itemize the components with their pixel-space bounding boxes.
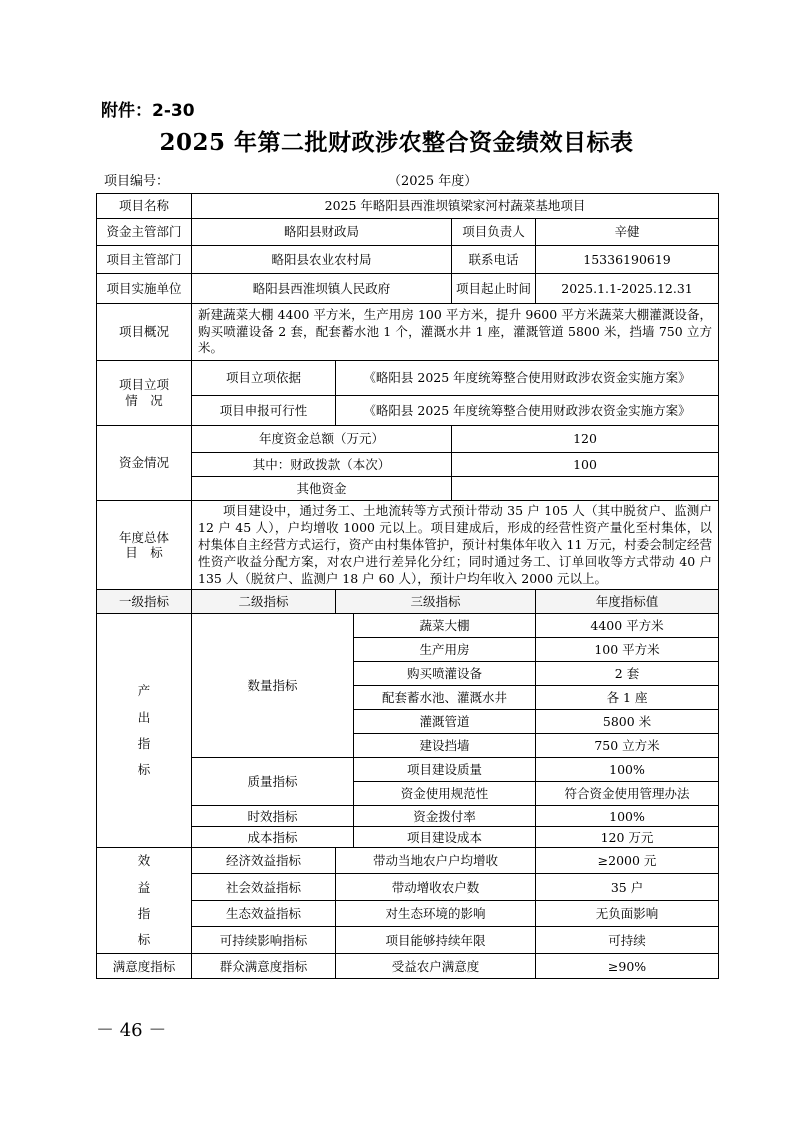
satisfaction-name: 受益农户满意度	[336, 954, 536, 979]
table-row	[97, 614, 719, 638]
document-title: 2025 年第二批财政涉农整合资金绩效目标表	[159, 129, 634, 156]
fund-fiscal-value: 100	[452, 453, 719, 477]
goal-label	[97, 501, 192, 590]
level3-name: 蔬菜大棚	[354, 614, 536, 638]
fund-other-label: 其他资金	[192, 477, 452, 501]
level3-name: 灌溉管道	[354, 710, 536, 734]
approval-basis-value: 《略阳县 2025 年度统筹整合使用财政涉农资金实施方案》	[336, 361, 719, 396]
performance-target-table	[96, 193, 719, 979]
indicator-value: 100%	[536, 806, 719, 827]
row-project-name	[97, 194, 719, 219]
fund-other-value	[452, 477, 719, 501]
level3-name: 建设挡墙	[354, 734, 536, 758]
indicator-value: 各 1 座	[536, 686, 719, 710]
header-level3: 三级指标	[336, 590, 536, 614]
overview-label: 项目概况	[97, 304, 192, 361]
output-char: 出	[137, 709, 151, 725]
goal-label-line2: 目 标	[125, 545, 163, 561]
fund-fiscal-label: 其中：财政拨款（本次）	[192, 453, 452, 477]
period-label: 项目起止时间	[452, 274, 536, 304]
level3-name: 项目建设质量	[354, 758, 536, 782]
level2-name: 生态效益指标	[192, 901, 336, 927]
output-char: 产	[137, 683, 151, 699]
indicator-value: 4400 平方米	[536, 614, 719, 638]
level3-name: 带动当地农户户均增收	[336, 848, 536, 874]
level3-name: 购买喷灌设备	[354, 662, 536, 686]
level2-name: 社会效益指标	[192, 874, 336, 901]
implementer-value: 略阳县西淮坝镇人民政府	[192, 274, 452, 304]
row-fund-dept	[97, 219, 719, 246]
benefit-char: 标	[137, 932, 151, 948]
fund-total-label: 年度资金总额（万元）	[192, 426, 452, 453]
indicator-value: 750 立方米	[536, 734, 719, 758]
project-dept-value: 略阳县农业农村局	[192, 246, 452, 274]
benefit-level1	[97, 848, 192, 954]
level3-name: 项目建设成本	[354, 827, 536, 848]
quality-label: 质量指标	[192, 758, 354, 806]
level3-name: 带动增收农户数	[336, 874, 536, 901]
level3-name: 配套蓄水池、灌溉水井	[354, 686, 536, 710]
fund-total-value: 120	[452, 426, 719, 453]
overview-text: 新建蔬菜大棚 4400 平方米，生产用房 100 平方米，提升 9600 平方米蔬菜大棚灌溉设备，购买喷灌设备 2 套，配套蓄水池 1 个，灌溉水井 1 座，灌溉管道 5800 米，挡墙 750 立方米。	[192, 304, 719, 361]
fiscal-year-label: （2025 年度）	[388, 174, 478, 189]
level2-name: 可持续影响指标	[192, 927, 336, 954]
benefit-char: 效	[137, 853, 151, 869]
indicator-value: 35 户	[536, 874, 719, 901]
level3-name: 资金拨付率	[354, 806, 536, 827]
row-approval-basis	[97, 361, 719, 396]
cost-label: 成本指标	[192, 827, 354, 848]
header-level1: 一级指标	[97, 590, 192, 614]
funds-label: 资金情况	[97, 426, 192, 501]
project-name-value: 2025 年略阳县西淮坝镇梁家河村蔬菜基地项目	[192, 194, 719, 219]
phone-value: 15336190619	[536, 246, 719, 274]
indicator-value: 100 平方米	[536, 638, 719, 662]
satisfaction-level1: 满意度指标	[97, 954, 192, 979]
indicator-value: 无负面影响	[536, 901, 719, 927]
attachment-label: 附件：2-30	[101, 101, 195, 121]
output-level1	[97, 614, 192, 848]
approval-label	[97, 361, 192, 426]
header-value: 年度指标值	[536, 590, 719, 614]
satisfaction-value: ≥90%	[536, 954, 719, 979]
satisfaction-level2: 群众满意度指标	[192, 954, 336, 979]
level3-name: 对生态环境的影响	[336, 901, 536, 927]
table-row	[97, 848, 719, 874]
period-value: 2025.1.1-2025.12.31	[536, 274, 719, 304]
phone-label: 联系电话	[452, 246, 536, 274]
approval-label-line2: 情 况	[125, 393, 163, 408]
project-dept-label: 项目主管部门	[97, 246, 192, 274]
output-char: 标	[137, 762, 151, 778]
benefit-char: 指	[137, 905, 151, 921]
output-char: 指	[137, 735, 151, 751]
indicator-value: 2 套	[536, 662, 719, 686]
table-row	[97, 954, 719, 979]
indicator-value: 可持续	[536, 927, 719, 954]
approval-basis-label: 项目立项依据	[192, 361, 336, 396]
level2-name: 经济效益指标	[192, 848, 336, 874]
leader-value: 辛健	[536, 219, 719, 246]
implementer-label: 项目实施单位	[97, 274, 192, 304]
goal-text: 项目建设中，通过务工、土地流转等方式预计带动 35 户 105 人（其中脱贫户、监测户 12 户 45 人），户均增收 1000 元以上。项目建成后，形成的经营性资产量化至村集体，以村集体自主经营方式运行，资产由村集体管护，预计村集体年收入 11 万元，村委会制定经营性资产收益分配方案，对农户进行差异化分红；同时通过务工、订单回收等方式带动 40 户 135 人（脱贫户、监测户 18 户 60 人），预计户均年收入 2000 元以上。	[192, 501, 719, 590]
timeliness-label: 时效指标	[192, 806, 354, 827]
page-number: － 46 －	[96, 1020, 167, 1041]
indicator-value: 5800 米	[536, 710, 719, 734]
project-name-label: 项目名称	[97, 194, 192, 219]
indicator-value: 符合资金使用管理办法	[536, 782, 719, 806]
row-annual-goal	[97, 501, 719, 590]
indicator-value: 120 万元	[536, 827, 719, 848]
row-project-dept	[97, 246, 719, 274]
feasibility-label: 项目申报可行性	[192, 396, 336, 426]
level3-name: 项目能够持续年限	[336, 927, 536, 954]
quantity-label: 数量指标	[192, 614, 354, 758]
approval-label-line1: 项目立项	[118, 377, 169, 393]
goal-label-line1: 年度总体	[118, 529, 169, 545]
level3-name: 资金使用规范性	[354, 782, 536, 806]
benefit-char: 益	[137, 879, 151, 895]
level3-name: 生产用房	[354, 638, 536, 662]
indicator-value: 100%	[536, 758, 719, 782]
row-fund-total	[97, 426, 719, 453]
row-overview	[97, 304, 719, 361]
feasibility-value: 《略阳县 2025 年度统筹整合使用财政涉农资金实施方案》	[336, 396, 719, 426]
row-implementer	[97, 274, 719, 304]
leader-label: 项目负责人	[452, 219, 536, 246]
fund-dept-value: 略阳县财政局	[192, 219, 452, 246]
header-level2: 二级指标	[192, 590, 336, 614]
fund-dept-label: 资金主管部门	[97, 219, 192, 246]
row-indicator-header	[97, 590, 719, 614]
indicator-value: ≥2000 元	[536, 848, 719, 874]
project-number-label: 项目编号：	[104, 174, 170, 189]
